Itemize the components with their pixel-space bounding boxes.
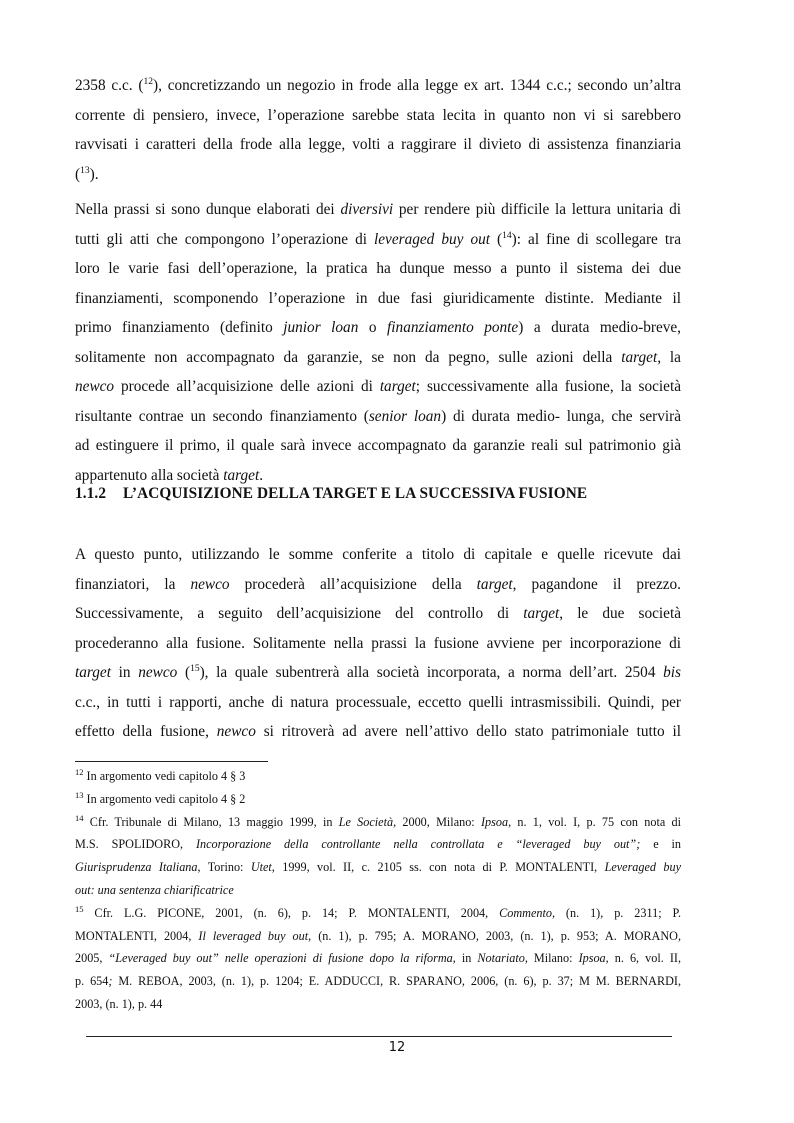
text-line: solitamente non accompagnato da garanzie, se non da pegno, sulle azioni della target, la: [75, 348, 681, 366]
footnote-ref-14[interactable]: 14: [502, 230, 512, 241]
text-line: primo finanziamento (definito junior loan o finanziamento ponte) a durata medio-breve,: [75, 319, 682, 336]
text-line: ravvisati i caratteri della frode alla legge, volti a raggirare il divieto di assistenza finanziaria: [75, 136, 681, 153]
paragraph-2: [75, 195, 681, 490]
footnote-12: $^{12}$ In argomento vedi capitolo 4 § 3: [75, 766, 246, 783]
footnote-14: $^{14}$ Cfr. Tribunale di Milano, 13 maggio 1999, in Le Società, 2000, Milano: Ipsoa, n. 1, vol. I, p. 75 con nota di M.S. SPOLIDORO, Incorporazione della controllante nella controllata e “leveraged buy out”; e in Giurisprudenza Italiana, Torino: Utet, 1999, vol. II, c. 2105 ss. con nota di P. MONTALENTI, Leveraged buy out: una sentenza chiarificatrice: [75, 812, 682, 897]
text-line: finanziamenti, scomponendo l’operazione in due fasi giuridicamente distinte. Mediante il: [75, 289, 681, 307]
section-title: L’ACQUISIZIONE DELLA TARGET E LA SUCCESSIVA FUSIONE: [123, 485, 588, 502]
text-line: 2358 c.c. ($^{12}$), concretizzando un negozio in frode alla legge ex art. 1344 c.c.; secondo un’altra: [75, 76, 681, 94]
text-line: finanziatori, la newco procederà all’acquisizione della target, pagandone il prezzo.: [75, 575, 681, 593]
text-line: corrente di pensiero, invece, l’operazione sarebbe stata lecita in quanto non vi si sarebbero: [75, 106, 681, 124]
text-line: Nella prassi si sono dunque elaborati dei diversivi per rendere più difficile la lettura unitaria di: [75, 201, 681, 218]
text-line: appartenuto alla società target.: [75, 466, 264, 484]
footnote-15: $^{15}$ Cfr. L.G. PICONE, 2001, (n. 6), p. 14; P. MONTALENTI, 2004, Commento, (n. 1), p. 2311; P. MONTALENTI, 2004, Il leveraged buy out, (n. 1), p. 795; A. MORANO, 2003, (n. 1), p. 953; A. MORANO, 2005, “Leveraged buy out” nelle operazioni di fusione dopo la riforma, in Notariato, Milano: Ipsoa, n. 6, vol. II, p. 654; M. REBOA, 2003, (n. 1), p. 1204; E. ADDUCCI, R. SPARANO, 2006, (n. 6), p. 37; M M. BERNARDI, 2003, (n. 1), p. 44: [75, 903, 682, 1011]
section-number: 1.1.2: [75, 485, 107, 502]
section-heading: [75, 485, 587, 503]
footnote-ref-12[interactable]: 12: [143, 76, 153, 87]
text-line: procederanno alla fusione. Solitamente nella prassi la fusione avviene per incorporazione di: [75, 634, 681, 652]
text-line: ad estinguere il primo, il quale sarà invece accompagnato da garanzie reali sul patrimonio già: [75, 437, 681, 454]
text-line: c.c., in tutti i rapporti, anche di natura processuale, eccetto quelli intrasmissibili. Quindi, per: [75, 693, 681, 711]
paragraph-1: [75, 71, 681, 189]
text-line: tutti gli atti che compongono l’operazione di leveraged buy out ($^{14}$): al fine di scollegare tra: [75, 230, 682, 248]
text-line: A questo punto, utilizzando le somme conferite a titolo di capitale e quelle ricevute dai: [75, 546, 681, 563]
page-number: 12: [388, 1040, 406, 1055]
text-line: Successivamente, a seguito dell’acquisizione del controllo di target, le due società: [75, 605, 681, 622]
text-line: risultante contrae un secondo finanziamento (senior loan) di durata medio- lunga, che servirà: [75, 407, 681, 425]
text-line: ($^{13}$).: [75, 165, 99, 183]
footnote-separator: [75, 761, 268, 762]
footnote-ref-15[interactable]: 15: [190, 663, 200, 674]
footer-rule: [86, 1036, 672, 1037]
text-line: loro le varie fasi dell’operazione, la pratica ha dunque messo a punto il sistema dei due: [75, 260, 681, 277]
text-line: newco procede all’acquisizione delle azioni di target; successivamente alla fusione, la società: [75, 378, 681, 395]
footnote-ref-13[interactable]: 13: [80, 165, 90, 176]
footnote-13: $^{13}$ In argomento vedi capitolo 4 § 2: [75, 789, 246, 806]
text-line: target in newco ($^{15}$), la quale subentrerà alla società incorporata, a norma dell’art. 2504 bis: [75, 663, 681, 681]
footnotes: [75, 765, 681, 1016]
text-line: effetto della fusione, newco si ritroverà ad avere nell’attivo dello stato patrimoniale tutto il: [75, 723, 681, 740]
paragraph-3: [75, 540, 681, 747]
